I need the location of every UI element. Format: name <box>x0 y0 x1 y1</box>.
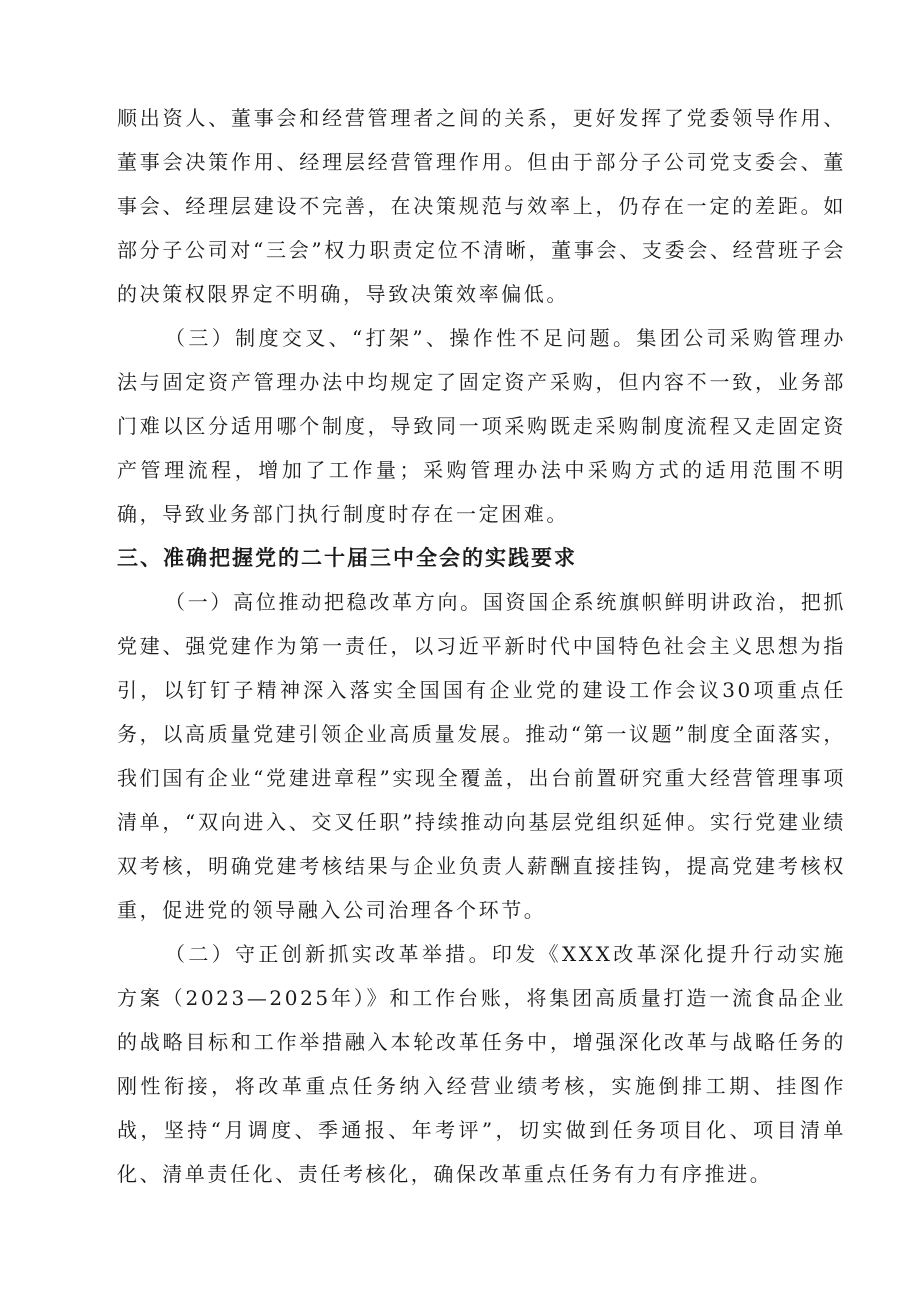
paragraph-4: （二）守正创新抓实改革举措。印发《XXX改革深化提升行动实施方案（2023—2025年）》和工作台账，将集团高质量打造一流食品企业的战略目标和工作举措融入本轮改革任务中，增强深化改革与战略任务的刚性衔接，将改革重点任务纳入经营业绩考核，实施倒排工期、挂图作战，坚持“月调度、季通报、年考评”，切实做到任务项目化、项目清单化、清单责任化、责任考核化，确保改革重点任务有力有序推进。 <box>117 942 846 1186</box>
paragraph-5-block <box>117 932 846 1196</box>
paragraph-4-block <box>117 580 846 932</box>
paragraph-3-block <box>117 316 846 536</box>
section-heading-block <box>117 536 846 580</box>
paragraph-continuation <box>117 96 846 316</box>
paragraph-3: （一）高位推动把稳改革方向。国资国企系统旗帜鲜明讲政治，把抓党建、强党建作为第一责任，以习近平新时代中国特色社会主义思想为指引，以钉钉子精神深入落实全国国有企业党的建设工作会议30项重点任务，以高质量党建引领企业高质量发展。推动“第一议题”制度全面落实，我们国有企业“党建进章程”实现全覆盖，出台前置研究重大经营管理事项清单，“双向进入、交叉任职”持续推动向基层党组织延伸。实行党建业绩双考核，明确党建考核结果与企业负责人薪酬直接挂钩，提高党建考核权重，促进党的领导融入公司治理各个环节。 <box>117 590 846 922</box>
section-heading: 三、准确把握党的二十届三中全会的实践要求 <box>117 546 577 570</box>
paragraph-2: （三）制度交叉、“打架”、操作性不足问题。集团公司采购管理办法与固定资产管理办法中均规定了固定资产采购，但内容不一致，业务部门难以区分适用哪个制度，导致同一项采购既走采购制度流程又走固定资产管理流程，增加了工作量；采购管理办法中采购方式的适用范围不明确，导致业务部门执行制度时存在一定困难。 <box>117 326 846 526</box>
paragraph-1: 顺出资人、董事会和经营管理者之间的关系，更好发挥了党委领导作用、董事会决策作用、经理层经营管理作用。但由于部分子公司党支委会、董事会、经理层建设不完善，在决策规范与效率上，仍存在一定的差距。如部分子公司对“三会”权力职责定位不清晰，董事会、支委会、经营班子会的决策权限界定不明确，导致决策效率偏低。 <box>117 106 846 306</box>
